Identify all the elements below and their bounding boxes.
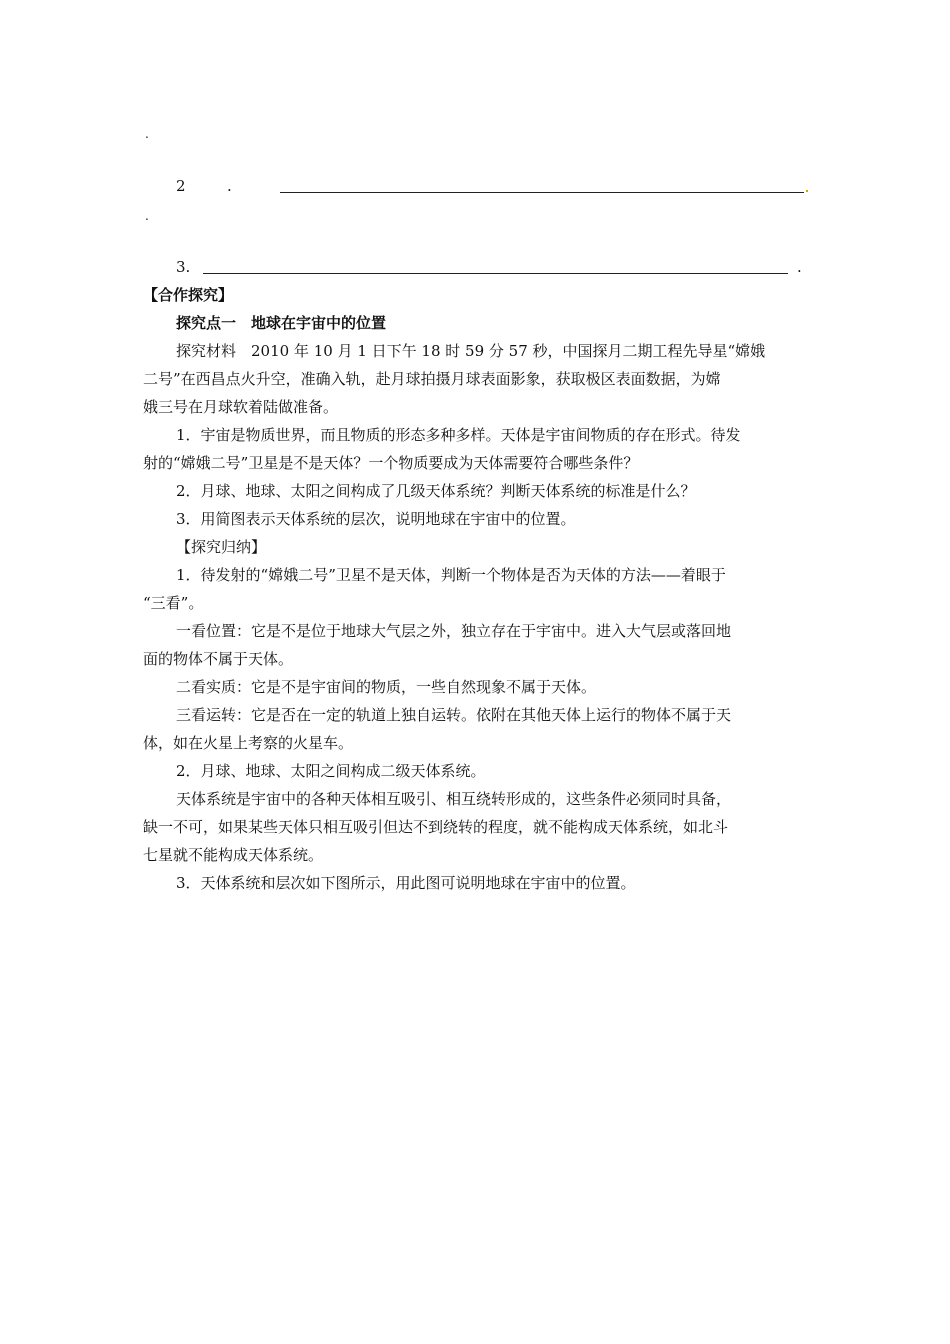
answer-2: 2．月球、地球、太阳之间构成二级天体系统。 bbox=[176, 762, 486, 780]
question-2: 2．月球、地球、太阳之间构成了几级天体系统？判断天体系统的标准是什么？ bbox=[176, 482, 696, 500]
item-3-blank-line[interactable] bbox=[203, 273, 788, 274]
look-essence: 二看实质：它是不是宇宙间的物质，一些自然现象不属于天体。 bbox=[176, 678, 597, 696]
system-paragraph-line: 天体系统是宇宙中的各种天体相互吸引、相互绕转形成的，这些条件必须同时具备， bbox=[176, 790, 732, 808]
look-position-line: 一看位置：它是不是位于地球大气层之外，独立存在于宇宙中。进入大气层或落回地 bbox=[176, 622, 732, 640]
system-paragraph-line: 七星就不能构成天体系统。 bbox=[143, 846, 324, 864]
stray-dot: . bbox=[145, 127, 149, 141]
question-1-line: 1．宇宙是物质世界，而且物质的形态多种多样。天体是宇宙间物质的存在形式。待发 bbox=[176, 426, 741, 444]
item-3-number: 3. bbox=[176, 258, 191, 276]
system-paragraph-line: 缺一不可，如果某些天体只相互吸引但达不到绕转的程度，就不能构成天体系统，如北斗 bbox=[143, 818, 729, 836]
item-2-dot: . bbox=[227, 177, 232, 195]
material-text-line: 二号”在西昌点火升空，准确入轨，赴月球拍摄月球表面影象，获取极区表面数据，为嫦 bbox=[143, 370, 721, 388]
look-motion-line: 体，如在火星上考察的火星车。 bbox=[143, 734, 354, 752]
item-2-blank-line[interactable] bbox=[280, 192, 804, 193]
material-text-line: 娥三号在月球软着陆做准备。 bbox=[143, 398, 339, 416]
summary-heading: 【探究归纳】 bbox=[176, 538, 267, 556]
item-3-end-dot: . bbox=[797, 258, 802, 276]
item-2-number: 2 bbox=[176, 177, 186, 195]
question-3: 3．用简图表示天体系统的层次，说明地球在宇宙中的位置。 bbox=[176, 510, 576, 528]
section-heading: 【合作探究】 bbox=[143, 286, 234, 304]
answer-3: 3．天体系统和层次如下图所示，用此图可说明地球在宇宙中的位置。 bbox=[176, 874, 636, 892]
answer-1-line: 1．待发射的“嫦娥二号”卫星不是天体，判断一个物体是否为天体的方法——着眼于 bbox=[176, 566, 726, 584]
subsection-heading: 探究点一 地球在宇宙中的位置 bbox=[176, 314, 387, 332]
look-position-line: 面的物体不属于天体。 bbox=[143, 650, 294, 668]
question-1-line: 射的“嫦娥二号”卫星是不是天体？一个物质要成为天体需要符合哪些条件？ bbox=[143, 454, 639, 472]
highlight-mark bbox=[806, 190, 808, 192]
answer-1-line: “三看”。 bbox=[143, 594, 204, 612]
stray-dot: . bbox=[145, 209, 149, 223]
material-text-line: 探究材料 2010 年 10 月 1 日下午 18 时 59 分 57 秒，中国探月二期工程先导星“嫦娥 bbox=[176, 342, 766, 360]
look-motion-line: 三看运转：它是否在一定的轨道上独自运转。依附在其他天体上运行的物体不属于天 bbox=[176, 706, 732, 724]
